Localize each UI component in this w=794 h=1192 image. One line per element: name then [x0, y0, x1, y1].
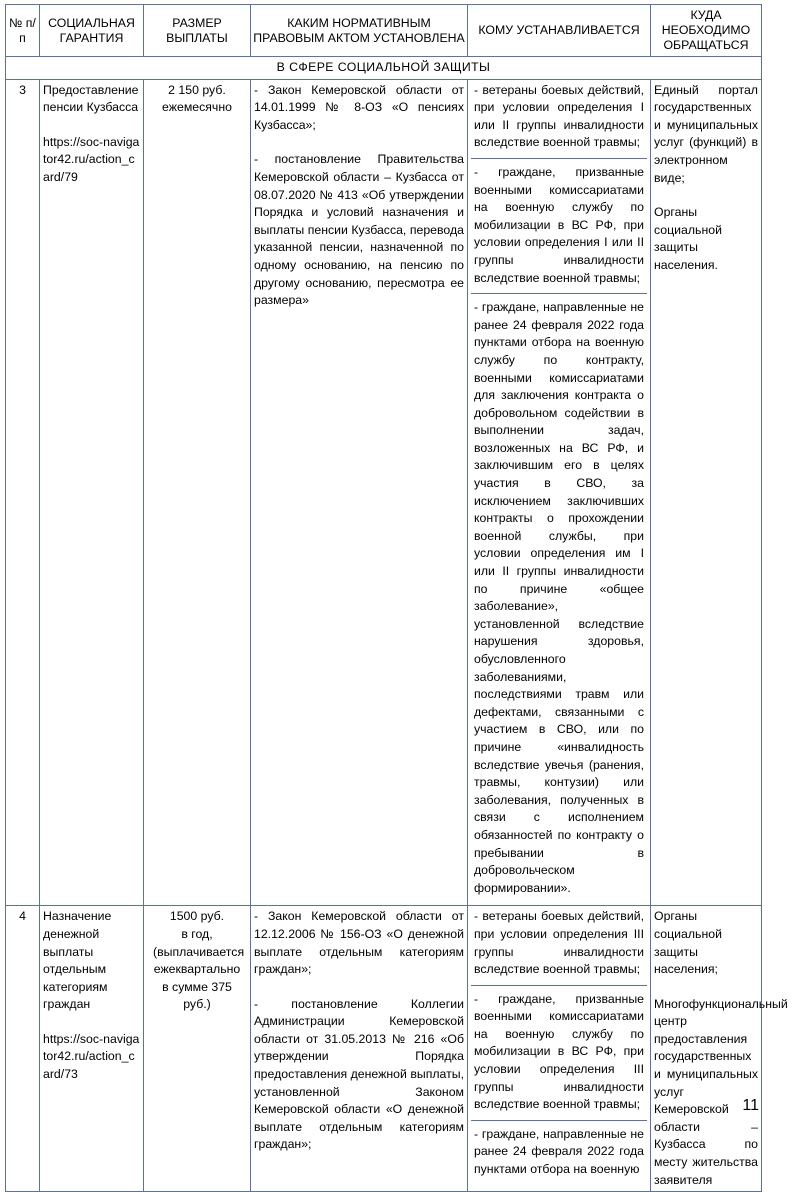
header-row	[6, 5, 762, 57]
guarantee-link[interactable]: https://soc-navigator42.ru/action_card/79	[43, 134, 140, 184]
where-item: Органы социальной защиты населения.	[654, 205, 722, 272]
act-cell	[251, 906, 468, 1192]
guarantee-cell	[40, 79, 144, 906]
guarantee-link[interactable]: https://soc-navigator42.ru/action_card/73	[43, 1031, 140, 1082]
who-cell	[468, 79, 651, 906]
table-row	[6, 79, 762, 906]
guarantee-name: Назначение денежной выплаты отдельным категориям граждан	[43, 909, 112, 1012]
act-item: - Закон Кемеровской области от 12.12.2006 № 156-ОЗ «О денежной выплате отдельным категориям граждан»;	[254, 909, 464, 977]
who-item: - граждане, направленные не ранее 24 февраля 2022 года пунктами отбора на военную	[471, 1120, 647, 1185]
amount-cell	[144, 906, 251, 1192]
guarantee-name: Предоставление пенсии Кузбасса	[43, 82, 139, 115]
guarantee-cell	[40, 906, 144, 1192]
where-item: Многофункциональный центр предоставления государственных и муниципальных услуг Кемеровской области – Кузбасса по месту жительства заявителя	[654, 996, 788, 1187]
header-num: № п/п	[6, 5, 40, 57]
where-item: Единый портал государственных и муниципальных услуг (функций) в электронном виде;	[654, 82, 758, 185]
who-cell	[468, 906, 651, 1192]
header-amount: РАЗМЕР ВЫПЛАТЫ	[144, 5, 251, 57]
header-where: КУДА НЕОБХОДИМО ОБРАЩАТЬСЯ	[651, 5, 762, 57]
who-item: - граждане, направленные не ранее 24 февраля 2022 года пунктами отбора на военную службу по контракту, военными комиссариатами для заключения контракта о добровольном содействии в выполнении задач, возложенных на ВС РФ, и заключившим его в целях участия в СВО, за исключением заключивших контракты о прохождении военной службы, при условии определения им I или II группы инвалидности по причине «общее заболевание», установленной вследствие нарушения здоровья, обусловленного заболеваниями, последствиями травм или дефектами, связанными с участием в СВО, или по причине «инвалидность вследствие увечья (ранения, травмы, контузии) или заболевания, полученных в связи с исполнением обязанностей по контракту о пребывании в добровольческом формировании».	[471, 293, 647, 903]
section-row	[6, 57, 762, 80]
section-title: В СФЕРЕ СОЦИАЛЬНОЙ ЗАЩИТЫ	[6, 57, 762, 80]
act-item: - постановление Коллегии Администрации Кемеровской области от 31.05.2013 № 216 «Об утверждении Порядка предоставления денежной выплаты, установленной Законом Кемеровской области «О денежной выплате отдельным категориям граждан»;	[254, 996, 464, 1152]
where-cell	[651, 79, 762, 906]
row-number: 4	[6, 906, 40, 1192]
who-item: - ветераны боевых действий, при условии определения I или II группы инвалидности вследствие военной травмы;	[474, 82, 644, 150]
amount-period: ежемесячно	[162, 100, 232, 115]
page-number: 11	[742, 1097, 759, 1114]
amount-value: 2 150 руб.	[168, 82, 226, 97]
where-item: Органы социальной защиты населения;	[654, 909, 722, 977]
row-number: 3	[6, 79, 40, 906]
amount-period: в год, (выплачивается ежеквартально в сумме 375 руб.)	[153, 926, 245, 1012]
who-item: - граждане, призванные военными комиссариатами на военную службу по мобилизации в ВС РФ, при условии определения I или II группы инвалидности вследствие военной травмы;	[471, 158, 647, 293]
header-who: КОМУ УСТАНАВЛИВАЕТСЯ	[468, 5, 651, 57]
table-row	[6, 906, 762, 1192]
who-item: - граждане, призванные военными комиссариатами на военную службу по мобилизации в ВС РФ, при условии определения III группы инвалидности вследствие военной травмы;	[471, 985, 647, 1120]
amount-value: 1500 руб.	[169, 909, 225, 924]
amount-cell	[144, 79, 251, 906]
where-cell	[651, 906, 788, 1192]
benefits-table	[5, 4, 788, 1192]
act-item: - Закон Кемеровской области от 14.01.1999 № 8-ОЗ «О пенсиях Кузбасса»;	[254, 82, 464, 132]
header-guarantee: СОЦИАЛЬНАЯ ГАРАНТИЯ	[40, 5, 144, 57]
act-item: - постановление Правительства Кемеровской области – Кузбасса от 08.07.2020 № 413 «Об утверждении Порядка и условий назначения и выплаты пенсии Кузбасса, перевода указанной пенсии, назначенной по одному основанию, на пенсию по другому основанию, пересмотра ее размера»	[254, 152, 464, 308]
act-cell	[251, 79, 468, 906]
who-item: - ветераны боевых действий, при условии определения III группы инвалидности вследствие военной травмы;	[474, 909, 644, 977]
header-act: КАКИМ НОРМАТИВНЫМ ПРАВОВЫМ АКТОМ УСТАНОВЛЕНА	[251, 5, 468, 57]
